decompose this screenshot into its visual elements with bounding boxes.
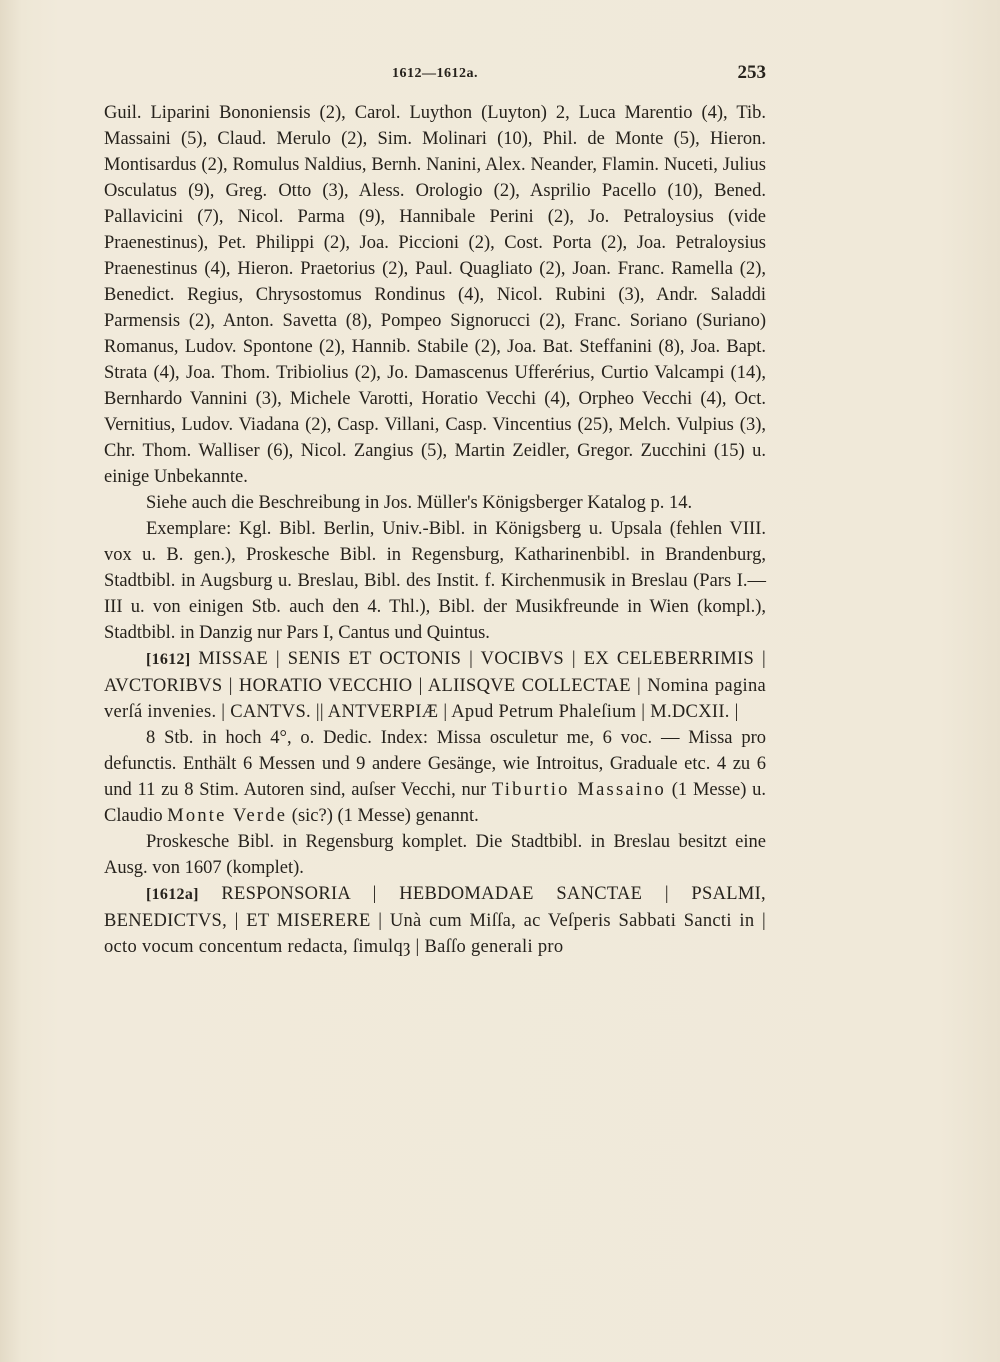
composer-list-paragraph bbox=[104, 100, 766, 490]
reference-paragraph bbox=[104, 490, 766, 516]
entry-1612a-id: [1612a] bbox=[146, 886, 199, 903]
entry-1612-copies bbox=[104, 829, 766, 881]
entry-1612-title bbox=[104, 646, 766, 725]
page-number: 253 bbox=[737, 62, 766, 83]
description-text-after: (sic?) (1 Messe) genannt. bbox=[287, 806, 479, 826]
page-body bbox=[104, 100, 766, 960]
composer-name-monteverde: Monte Verde bbox=[167, 806, 288, 826]
copies-paragraph bbox=[104, 516, 766, 646]
description-text-middle: (1 Messe) u. Claudio bbox=[104, 780, 767, 826]
reference-text: Siehe auch die Beschreibung in Jos. Müller's Königsberger Katalog p. 14. bbox=[146, 493, 693, 513]
entry-1612a-title-text: RESPONSORIA | HEBDOMADAE SANCTAE | PSALMI, BENEDICTVS, | ET MISERERE | Unà cum Miſſa, ac Veſperis Sabbati Sancti in | octo vocum concentum redacta, ſimulqȝ | Baſſo generali pro bbox=[104, 884, 766, 957]
page-header bbox=[104, 62, 766, 86]
entry-1612-copies-text: Proskesche Bibl. in Regensburg komplet. Die Stadtbibl. in Breslau besitzt eine Ausg. von 1607 (komplet). bbox=[104, 832, 766, 878]
entry-1612a-title bbox=[104, 881, 766, 960]
description-text-before: 8 Stb. in hoch 4°, o. Dedic. Index: Missa osculetur me, 6 voc. — Missa pro defunctis. Enthält 6 Messen und 9 andere Gesänge, wie Introitus, Graduale etc. 4 zu 6 und 11 zu 8 Stim. Autoren sind, auſser Vecchi, nur bbox=[104, 728, 766, 800]
composer-name-massaino: Tiburtio Massaino bbox=[491, 780, 667, 800]
copies-text: Exemplare: Kgl. Bibl. Berlin, Univ.-Bibl. in Königsberg u. Upsala (fehlen VIII. vox u. B. gen.), Proskesche Bibl. in Regensburg, Katharinenbibl. in Brandenburg, Stadtbibl. in Augsburg u. Breslau, Bibl. des Instit. f. Kirchenmusik in Breslau (Pars I.—III u. von einigen Stb. auch den 4. Thl.), Bibl. der Musikfreunde in Wien (kompl.), Stadtbibl. in Danzig nur Pars I, Cantus und Quintus. bbox=[104, 519, 766, 643]
running-head: 1612—1612a. bbox=[392, 66, 478, 81]
entry-1612-description bbox=[104, 725, 766, 829]
entry-1612-id: [1612] bbox=[146, 651, 191, 668]
entry-1612-title-text: MISSAE | SENIS ET OCTONIS | VOCIBVS | EX CELEBERRIMIS | AVCTORIBVS | HORATIO VECCHIO | ALIISQVE COLLECTAE | Nomina pagina verſá invenies. | CANTVS. || ANTVERPIÆ | Apud Petrum Phaleſium | M.DCXII. | bbox=[104, 649, 766, 722]
composer-list-text: Guil. Liparini Bononiensis (2), Carol. Luython (Luyton) 2, Luca Marentio (4), Tib. Massaini (5), Claud. Merulo (2), Sim. Molinari (10), Phil. de Monte (5), Hieron. Montisardus (2), Romulus Naldius, Bernh. Nanini, Alex. Neander, Flamin. Nuceti, Julius Osculatus (9), Greg. Otto (3), Aless. Orologio (2), Asprilio Pacello (10), Bened. Pallavicini (7), Nicol. Parma (9), Hannibale Perini (2), Jo. Petraloysius (vide Praenestinus), Pet. Philippi (2), Joa. Piccioni (2), Cost. Porta (2), Joa. Petraloysius Praenestinus (4), Hieron. Praetorius (2), Paul. Quagliato (2), Joan. Franc. Ramella (2), Benedict. Regius, Chrysostomus Rondinus (4), Nicol. Rubini (3), Andr. Saladdi Parmensis (2), Anton. Savetta (8), Pompeo Signorucci (2), Franc. Soriano (Suriano) Romanus, Ludov. Spontone (2), Hannib. Stabile (2), Joa. Bat. Steffanini (8), Joa. Bapt. Strata (4), Joa. Thom. Tribiolius (2), Jo. Damascenus Ufferérius, Curtio Valcampi (14), Bernhardo Vannini (3), Michele Varotti, Horatio Vecchi (4), Orpheo Vecchi (4), Oct. Vernitius, Ludov. Viadana (2), Casp. Villani, Casp. Vincentius (25), Melch. Vulpius (3), Chr. Thom. Walliser (6), Nicol. Zangius (5), Martin Zeidler, Gregor. Zucchini (15) u. einige Unbekannte. bbox=[104, 103, 766, 487]
